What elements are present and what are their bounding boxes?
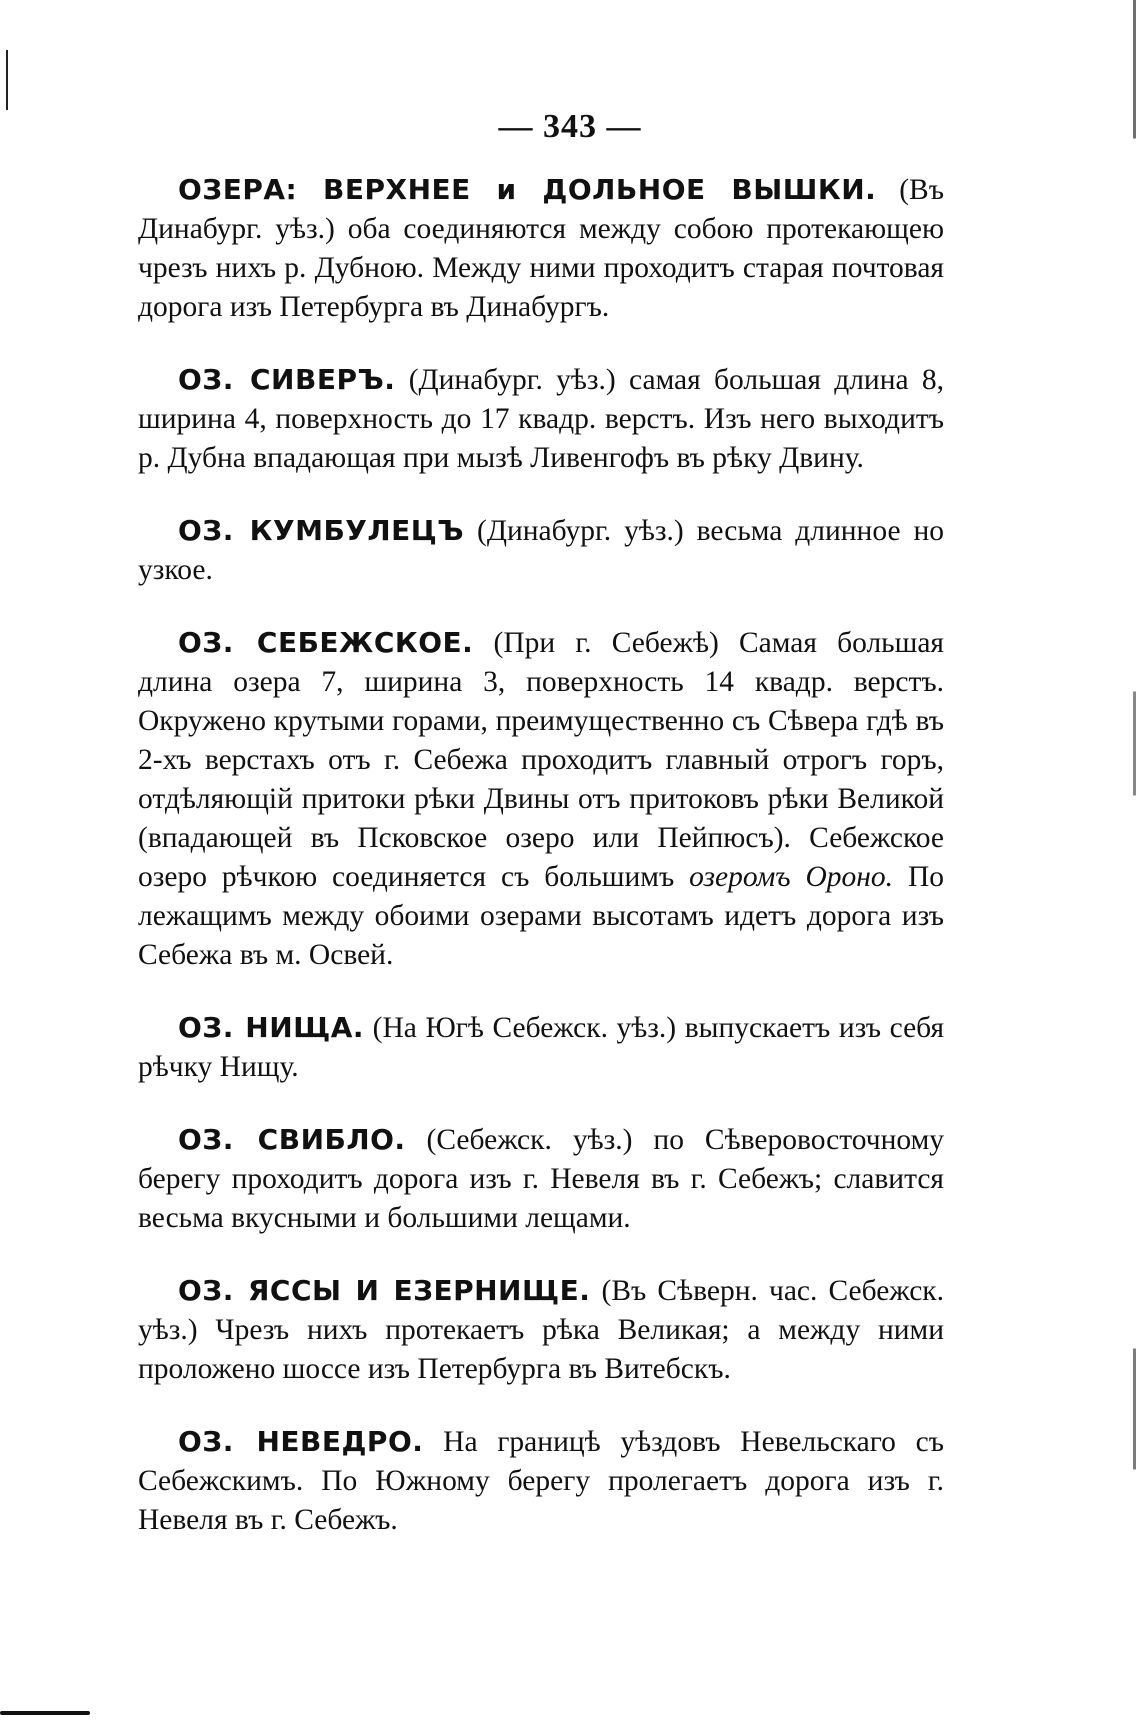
lake-entry-sebezhskoe xyxy=(138,623,944,975)
entry-text: (Въ Динабург. уѣз.) оба соединяются между собою протекающею чрезъ нихъ р. Дубною. Между ними проходитъ старая почтовая дорога изъ Петербурга въ Динабургъ. xyxy=(138,174,944,323)
lake-entry-yassy-ezernishche xyxy=(138,1271,944,1389)
entry-text: (Въ Сѣверн. час. Себежск. уѣз.) Чрезъ нихъ протекаетъ рѣка Великая; а между ними проложено шоссе изъ Петербурга въ Витебскъ. xyxy=(138,1275,945,1385)
lake-entry-siver xyxy=(138,360,944,478)
page-number: — 343 — xyxy=(498,108,642,145)
entry-heading: ОЗ. КУМБУЛЕЦЪ xyxy=(178,514,465,547)
entry-text: По лежащимъ между обоими озерами высотамъ идетъ дорога изъ Себежа въ м. Освей. xyxy=(138,861,945,971)
entry-text: (На Югѣ Себежск. уѣз.) выпускаетъ изъ себя рѣчку Нищу. xyxy=(138,1012,945,1083)
entry-heading: ОЗ. ЯССЫ И ЕЗЕРНИЩЕ. xyxy=(178,1274,591,1307)
entry-heading: ОЗ. НЕВЕДРО. xyxy=(178,1425,424,1458)
entry-text: (Динабург. уѣз.) весьма длинное но узкое. xyxy=(138,515,945,586)
page-content xyxy=(138,170,944,1573)
lake-entry-nishcha xyxy=(138,1008,944,1087)
entry-heading: ОЗ. СЕБЕЖСКОЕ. xyxy=(178,626,474,659)
lake-entry-kumbulets xyxy=(138,511,944,590)
lake-entry-vyshki xyxy=(138,170,944,327)
scan-edge-mark xyxy=(6,50,8,110)
scan-edge-mark xyxy=(0,1711,90,1715)
entry-heading: ОЗ. СИВЕРЪ. xyxy=(178,363,396,396)
lake-entry-nevedro xyxy=(138,1422,944,1540)
entry-text: (Себежск. уѣз.) по Сѣверовосточному берегу проходитъ дорога изъ г. Невеля въ г. Себежъ; славится весьма вкусными и большими лещами. xyxy=(138,1124,944,1234)
entry-text: (Динабург. уѣз.) самая большая длина 8, ширина 4, поверхность до 17 квадр. верстъ. Изъ него выходитъ р. Дубна впадающая при мызѣ Ливенгофъ въ рѣку Двину. xyxy=(138,364,945,474)
entry-text: На границѣ уѣздовъ Невельскаго съ Себежскимъ. По Южному берегу пролегаетъ дорога изъ г. Невеля въ г. Себежъ. xyxy=(138,1426,944,1536)
entry-text: (При г. Себежѣ) Самая большая длина озера 7, ширина 3, поверхность 14 квадр. верстъ. Окружено крутыми горами, преимущественно съ Сѣвера гдѣ въ 2-хъ верстахъ отъ г. Себежа проходитъ главный отрогъ горъ, отдѣляющій притоки рѣки Двины отъ притоковъ рѣки Великой (впадающей въ Псковское озеро или Пейпюсъ). Себежское озеро рѣчкою соединяется съ большимъ xyxy=(138,627,945,893)
lake-entry-sviblo xyxy=(138,1120,944,1238)
entry-heading: ОЗ. НИЩА. xyxy=(178,1011,365,1044)
entry-heading: ОЗЕРА: ВЕРХНЕЕ и ДОЛЬНОЕ ВЫШКИ. xyxy=(178,173,877,206)
entry-text-italic: озеромъ Ороно. xyxy=(689,861,894,893)
entry-heading: ОЗ. СВИБЛО. xyxy=(178,1123,406,1156)
scan-edge-mark xyxy=(1133,0,1136,1729)
